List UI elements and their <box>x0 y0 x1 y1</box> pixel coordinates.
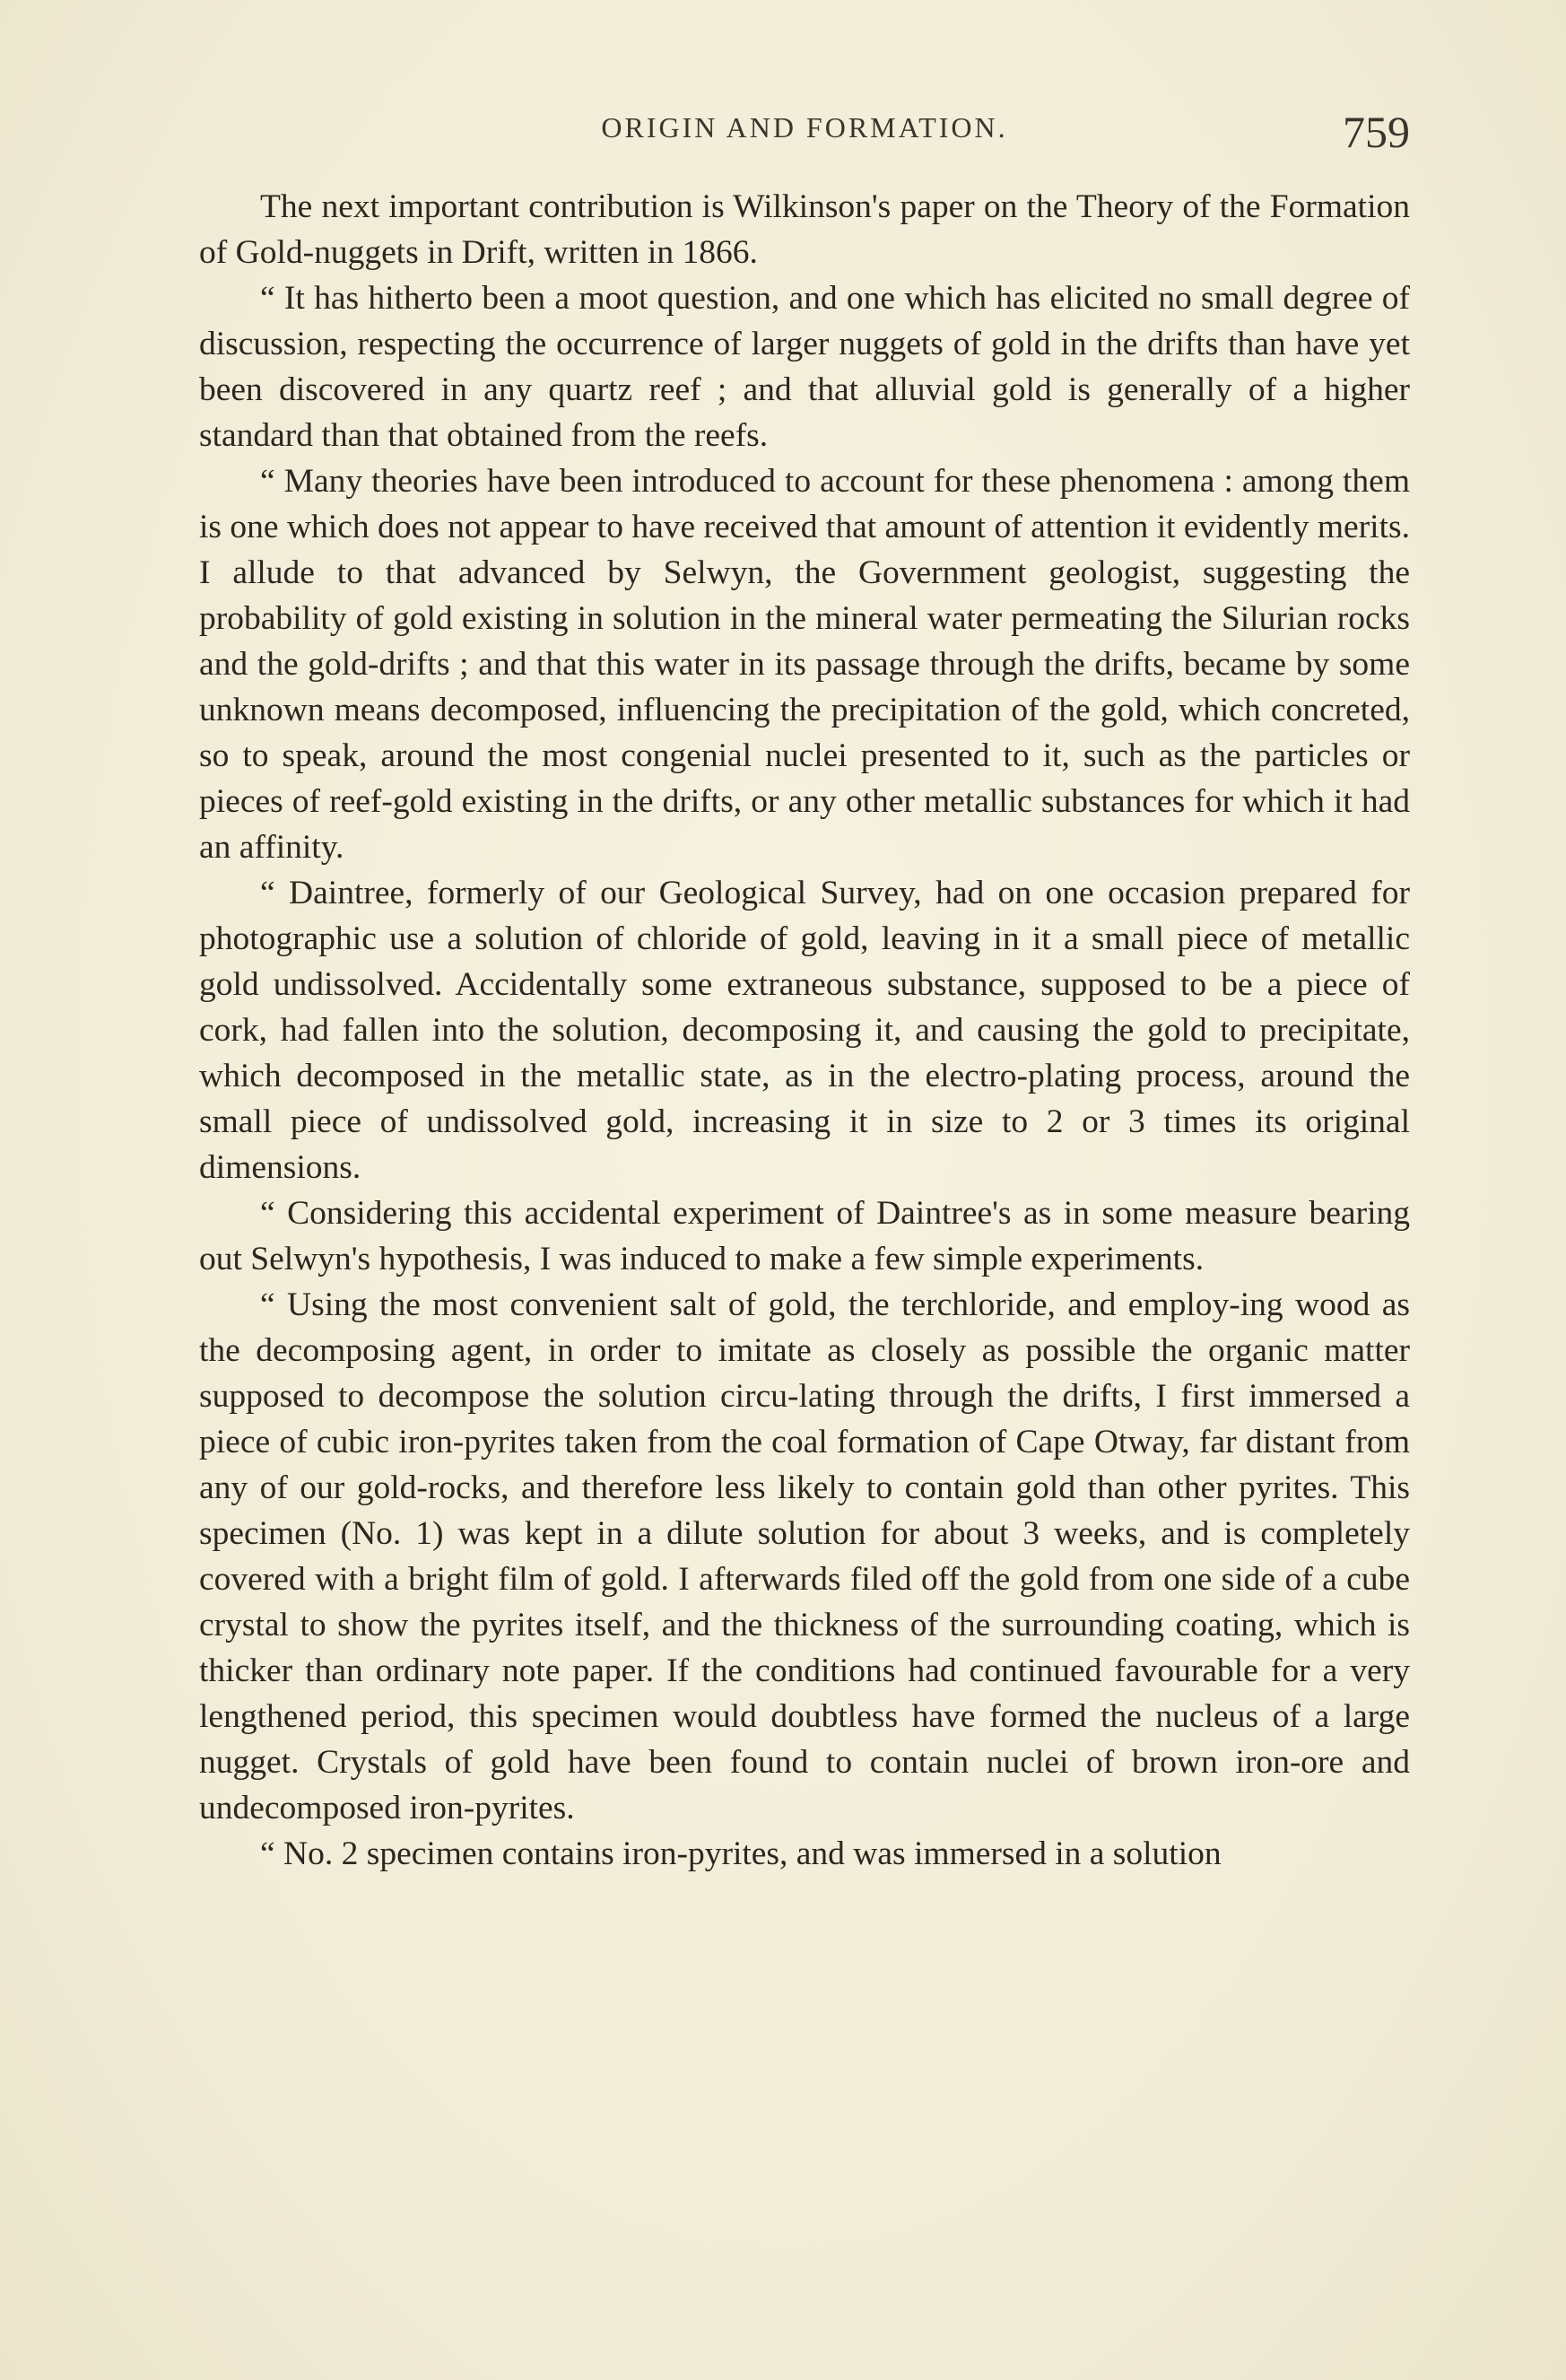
paragraph-daintree: “ Daintree, formerly of our Geological Survey, had on one occasion prepared for photographic use a solution of chloride of gold, leaving in it a small piece of metallic gold undissolved. Accidentally some extraneous substance, supposed to be a piece of cork, had fallen into the solution, decomposing it, and causing the gold to precipitate, which decomposed in the metallic state, as in the electro-plating process, around the small piece of undissolved gold, increasing it in size to 2 or 3 times its original dimensions. <box>199 875 1410 1186</box>
running-head: ORIGIN AND FORMATION. <box>601 111 1008 144</box>
paragraph-considering-experiment: “ Considering this accidental experiment of Daintree's as in some measure bearing out Selwyn's hypothesis, I was induced to make a few simple experiments. <box>199 1195 1410 1277</box>
paragraph-specimen-two: “ No. 2 specimen contains iron-pyrites, and was immersed in a solution <box>260 1835 1222 1872</box>
page-number: 759 <box>1343 107 1410 157</box>
paragraph-wilkinson-intro: The next important contribution is Wilkinson's paper on the Theory of the Formation of Gold-nuggets in Drift, written in 1866. <box>199 188 1410 271</box>
paragraph-moot-question: “ It has hitherto been a moot question, and one which has elicited no small degree of discussion, respecting the occurrence of larger nuggets of gold in the drifts than have yet been discovered in any quartz reef ; and that alluvial gold is generally of a higher standard than that obtained from the reefs. <box>199 280 1410 454</box>
paragraph-theories-selwyn: “ Many theories have been introduced to account for these phenomena : among them is one which does not appear to have received that amount of attention it evidently merits. I allude to that advanced by Selwyn, the Government geologist, suggesting the probability of gold existing in solution in the mineral water permeating the Silurian rocks and the gold-drifts ; and that this water in its passage through the drifts, became by some unknown means decomposed, influencing the precipitation of the gold, which concreted, so to speak, around the most congenial nuclei presented to it, such as the particles or pieces of reef-gold existing in the drifts, or any other metallic substances for which it had an affinity. <box>199 463 1410 866</box>
body-text <box>199 184 1410 1877</box>
paragraph-specimen-one: “ Using the most convenient salt of gold, the terchloride, and employ-ing wood as the decomposing agent, in order to imitate as closely as possible the organic matter supposed to decompose the solution circu-lating through the drifts, I first immersed a piece of cubic iron-pyrites taken from the coal formation of Cape Otway, far distant from any of our gold-rocks, and therefore less likely to contain gold than other pyrites. This specimen (No. 1) was kept in a dilute solution for about 3 weeks, and is completely covered with a bright film of gold. I afterwards filed off the gold from one side of a cube crystal to show the pyrites itself, and the thickness of the surrounding coating, which is thicker than ordinary note paper. If the conditions had continued favourable for a very lengthened period, this specimen would doubtless have formed the nucleus of a large nugget. Crystals of gold have been found to contain nuclei of brown iron-ore and undecomposed iron-pyrites. <box>199 1286 1410 1826</box>
page-header <box>199 106 1410 160</box>
